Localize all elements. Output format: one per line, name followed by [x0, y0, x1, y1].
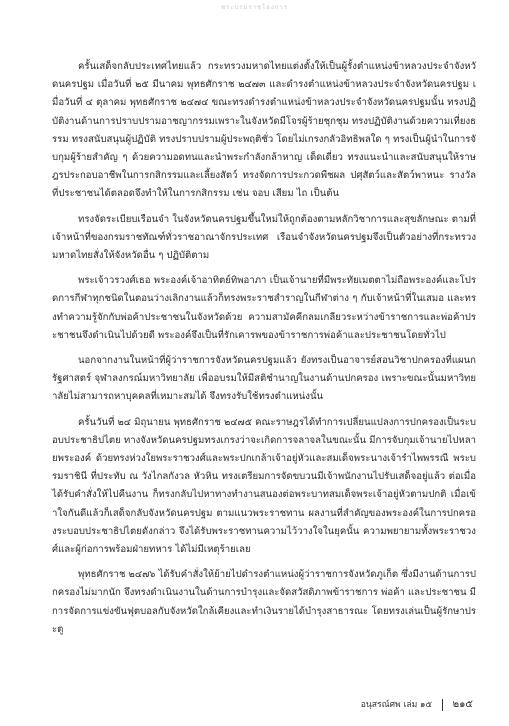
page-footer: [361, 697, 473, 712]
page-number: ๒๑๕: [452, 699, 473, 710]
body-text: [52, 58, 476, 646]
page-header-mark: พระบรมราชโองการ: [220, 4, 289, 11]
paragraph: พุทธศักราช ๒๔๗๖ ได้รับคำสั่งให้ย้ายไปดำรงตำแหน่งผู้ว่าราชการจังหวัดภูเก็ต ซึ่งมีงานด้านการปกครองไม่มากนัก จึงทรงดำเนินงานในด้านการบำรุงและจัดสวัสดิภาพข้าราชการ พ่อค้า และประชาชน มีการจัดการแข่งขันฟุตบอลกับจังหวัดใกล้เคียงและทำเงินรายได้บำรุงสาธารณะ โดยทรงเล่นเป็นผู้รักษาประตู: [52, 569, 476, 635]
paragraph: ครั้นเสด็จกลับประเทศไทยแล้ว กระทรวงมหาดไทยแต่งตั้งให้เป็นผู้รั้งตำแหน่งข้าหลวงประจำจังหวัดนครปฐม เมื่อวันที่ ๒๕ มีนาคม พุทธศักราช ๒๔๗๓ และดำรงตำแหน่งข้าหลวงประจำจังหวัดนครปฐม เมื่อวันที่ ๔ ตุลาคม พุทธศักราช ๒๔๗๔ ขณะทรงดำรงตำแหน่งข้าหลวงประจำจังหวัดนครปฐมนั้น ทรงปฏิบัติงานด้านการปราบปรามอาชญากรรมเพราะในจังหวัดมีโจรผู้ร้ายชุกชุม ทรงปฏิบัติงานด้วยความเที่ยงธรรม ทรงสนับสนุนผู้ปฏิบัติ ทรงปราบปรามผู้ประพฤติชั่ว โดยไม่เกรงกลัวอิทธิพลใด ๆ ทรงเป็นผู้นำในการจับกุมผู้ร้ายสำคัญ ๆ ด้วยความอดทนและนำพระกำลังกล้าหาญ เด็ดเดี่ยว ทรงแนะนำและสนับสนุนให้ราษฎรประกอบอาชีพในการกสิกรรมและเลี้ยงสัตว์ ทรงจัดการประกวดพืชผล ปศุสัตว์และสัตว์พาหนะ รางวัลที่ประชาชนได้ตลอดจึงทำให้ในการกสิกรรม เช่น จอบ เสียม ไถ เป็นต้น: [52, 61, 476, 200]
paragraph: พระเจ้าวรวงศ์เธอ พระองค์เจ้าอาทิตย์ทิพอาภา เป็นเจ้านายที่มีพระทัยเมตตาไม่ถือพระองค์และโปรดการกีฬาทุกชนิดในตอนว่างเลิกงานแล้วก็ทรงพระราชสำราญในกีฬาต่าง ๆ กับเจ้าหน้าที่ในเสมอ และทรงทำความรู้จักกับพ่อค้าประชาชนในจังหวัดด้วย ความสามัคคีกลมเกลียวระหว่างข้าราชการและพ่อค้าประชาชนจึงดำเนินไปด้วยดี พระองค์จึงเป็นที่รักเคารพของข้าราชการพ่อค้าและประชาชนโดยทั่วไป: [52, 275, 476, 341]
paragraph: ครั้นวันที่ ๒๔ มิถุนายน พุทธศักราช ๒๔๗๕ คณะราษฎรได้ทำการเปลี่ยนแปลงการปกครองเป็นระบอบประชาธิปไตย ทางจังหวัดนครปฐมทรงเกรงว่าจะเกิดการจลาจลในขณะนั้น มีการจับกุมเจ้านายไปหลายพระองค์ ด้วยทรงห่วงใยพระราชวงศ์และพระปกเกล้าเจ้าอยู่หัวและสมเด็จพระนางเจ้ารำไพพรรณี พระบรมราชินี ที่ประทับ ณ วังไกลกังวล หัวหิน ทรงเตรียมการจัดขบวนมีเจ้าพนักงานไปรับเสด็จอยู่แล้ว ต่อเมื่อได้รับคำสั่งให้ไปคืนงาน ก็ทรงกลับไปหาทางทำงานสนองต่อพระบาทสมเด็จพระเจ้าอยู่หัวตามปกติ เมื่อเข้าใจกันดีแล้วก็เสด็จกลับจังหวัดนครปฐม ตามแนวพระราชทาน ผลงานที่สำคัญของพระองค์ในการปกครองระบอบประชาธิปไตยดังกล่าว จึงได้รับพระราชทานความไว้วางใจในยุคนั้น ความพยายามทั้งพระราชวงศ์และผู้ก่อการพร้อมฝ่ายทหาร ได้ไม่มีเหตุร้ายเลย: [52, 416, 476, 556]
footer-divider: [442, 699, 443, 711]
paragraph: นอกจากงานในหน้าที่ผู้ว่าราชการจังหวัดนครปฐมแล้ว ยังทรงเป็นอาจารย์สอนวิชาปกครองที่แผนกรัฐศาสตร์ จุฬาลงกรณ์มหาวิทยาลัย เพื่ออบรมให้มีสติชำนาญในงานด้านปกครอง เพราะขณะนั้นมหาวิทยาลัยไม่สามารถหาบุคคลที่เหมาะสมได้ จึงทรงรับใช้ทรงตำแหน่งนั้น: [52, 355, 476, 403]
paragraph: ทรงจัดระเบียบเรือนจำ ในจังหวัดนครปฐมขึ้นใหม่ให้ถูกต้องตามหลักวิชาการและสุขลักษณะ ตามที่เจ้าหน้าที่ของกรมราชทัณฑ์ทั่วราชอาณาจักรประเทศ เรือนจำจังหวัดนครปฐมจึงเป็นตัวอย่างที่กระทรวงมหาดไทยสั่งให้จังหวัดอื่น ๆ ปฏิบัติตาม: [52, 213, 476, 262]
footer-book-title: อนุสรณ์ศพ เล่ม ๑๕: [360, 700, 433, 710]
